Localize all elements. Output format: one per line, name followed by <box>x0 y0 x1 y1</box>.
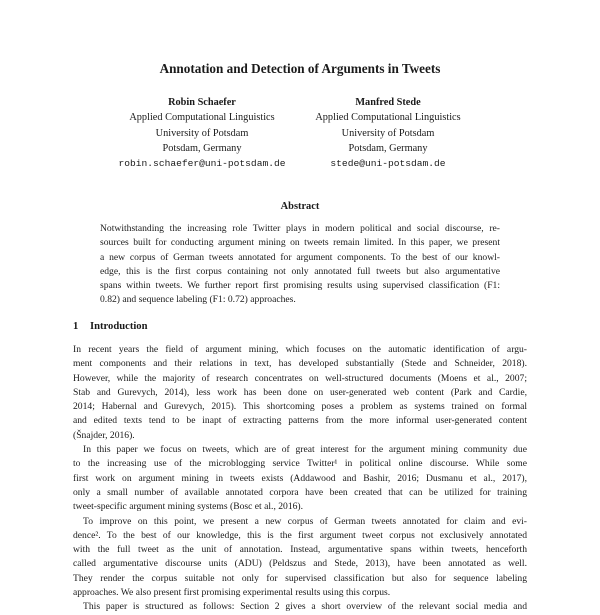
author-university: University of Potsdam <box>155 127 249 139</box>
author-name: Robin Schaefer <box>168 97 236 108</box>
section-number: 1 <box>73 321 79 332</box>
body-text <box>73 343 527 615</box>
abstract-line: spans within tweets. We further report first promising results using supervised classification (F1: <box>100 280 500 292</box>
body-line: first work on argument mining in tweets exists (Addawood and Bashir, 2016; Dusmanu et al., 2017), <box>73 472 527 484</box>
body-line: They render the corpus suitable not only for supervised classification but also for sequence labeling <box>73 572 527 584</box>
author-name: Manfred Stede <box>355 97 421 108</box>
abstract-line: 0.82) and sequence labeling (F1: 0.72) approaches. <box>100 294 296 306</box>
body-line: (Šnajder, 2016). <box>73 429 135 441</box>
abstract-heading: Abstract <box>280 201 320 212</box>
body-line: Stab and Gurevych, 2014), less work has been done on user-generated web content (Park and Cardie, <box>73 386 527 398</box>
abstract-line: a new corpus of German tweets annotated for argument components. To the best of our knowl- <box>100 251 500 263</box>
author-university: University of Potsdam <box>341 127 435 139</box>
author-email: robin.schaefer@uni-potsdam.de <box>118 158 286 170</box>
section-heading <box>73 320 148 334</box>
section-title: Introduction <box>90 321 148 332</box>
body-line: only a small number of available annotated corpora have been created that can be utilized for training <box>73 486 527 498</box>
body-line: This paper is structured as follows: Section 2 gives a short overview of the relevant social media and <box>83 601 527 613</box>
body-line: dence². To the best of our knowledge, this is the first argument tweet corpus not exclusively annotated <box>73 529 527 541</box>
body-line: to the increasing use of the microblogging service Twitter¹ in political online discourse. While some <box>73 458 527 470</box>
abstract-body <box>100 222 500 308</box>
body-line: tweet-specific argument mining systems (Bosc et al., 2016). <box>73 501 304 513</box>
author-affiliation: Applied Computational Linguistics <box>129 112 275 124</box>
author-location: Potsdam, Germany <box>162 142 242 154</box>
body-line: 2014; Habernal and Gurevych, 2015). This shortcoming poses a problem as systems trained on formal <box>73 401 527 413</box>
author-location: Potsdam, Germany <box>348 142 428 154</box>
author-affiliation: Applied Computational Linguistics <box>315 112 461 124</box>
body-line: However, while the majority of research concentrates on well-structured documents (Moens et al., 2007; <box>73 372 527 384</box>
body-line: To improve on this point, we present a new corpus of German tweets annotated for claim and evi- <box>83 515 527 527</box>
body-line: and edited texts tend to be inapt of extracting patterns from the more informal user-generated content <box>73 415 527 427</box>
paper-title: Annotation and Detection of Arguments in Tweets <box>159 61 441 76</box>
body-line: In this paper we focus on tweets, which are of great interest for the argument mining community due <box>83 444 527 456</box>
body-line: approaches. We also present first promising experimental results using this corpus. <box>73 587 391 599</box>
abstract-line: Notwithstanding the increasing role Twitter plays in modern political and social discourse, re- <box>100 223 500 234</box>
author-block <box>288 95 488 171</box>
author-block <box>102 95 302 171</box>
body-line: called argumentative discourse units (ADU) (Peldszus and Stede, 2013), have been annotated as well. <box>73 558 527 570</box>
abstract-line: sources built for conducting argument mining on tweets remain limited. In this paper, we present <box>100 237 500 249</box>
body-line: ment components and their relations in text, has developed substantially (Stede and Schneider, 2018). <box>73 358 527 370</box>
abstract-line: edge, this is the first corpus containing not only annotated full tweets but also argumentative <box>100 265 500 277</box>
body-line: with the full tweet as the unit of annotation. Instead, argumentative spans within tweets, henceforth <box>73 544 527 556</box>
author-email: stede@uni-potsdam.de <box>330 158 446 170</box>
body-line: In recent years the field of argument mining, which focuses on the automatic identification of argu- <box>73 344 527 355</box>
